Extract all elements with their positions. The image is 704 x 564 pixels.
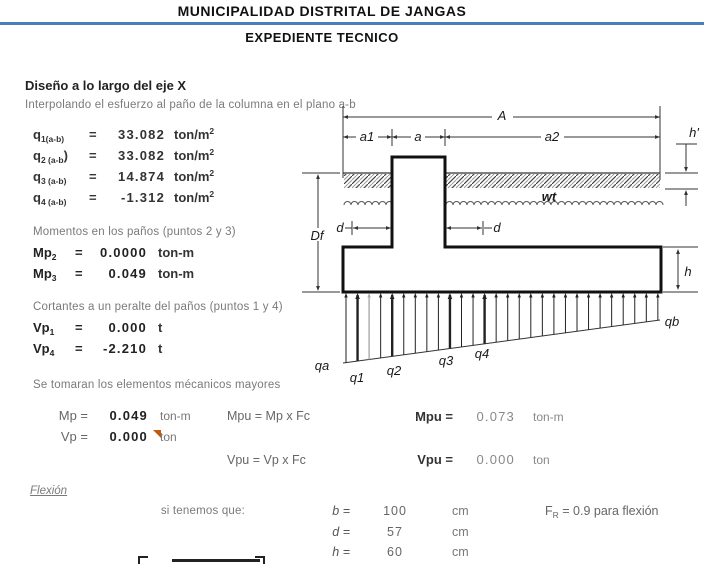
fr-note: $F_R = 0.9$ para flexión	[545, 504, 659, 520]
d-row	[318, 525, 469, 539]
q3-row	[33, 168, 214, 186]
vp1-row	[33, 320, 162, 337]
vp4-label: $Vp_4$	[33, 341, 55, 358]
vp1-unit: t	[158, 320, 163, 335]
document-title: MUNICIPALIDAD DISTRITAL DE JANGAS	[177, 3, 467, 19]
pressure-label-q2: q2	[386, 363, 402, 378]
q4-label: $q_{4 (a-b)}$	[33, 190, 67, 207]
q1-row	[33, 126, 214, 144]
d-value: 57	[387, 525, 403, 539]
q3-label: $q_{3 (a-b)}$	[33, 169, 67, 186]
mp-label: Mp =	[58, 408, 88, 423]
vp4-unit: t	[158, 341, 163, 356]
dim-label-a2: a2	[544, 129, 560, 144]
document-subtitle: EXPEDIENTE TECNICO	[245, 30, 399, 45]
mp-value: 0.049	[109, 408, 148, 423]
dim-label-h-prime: h'	[689, 125, 699, 140]
momentos-caption: Momentos en los paños (puntos 2 y 3)	[33, 226, 236, 238]
cortantes-caption: Cortantes a un peralte del paños (puntos 1 y 4)	[33, 301, 283, 313]
q1-label: $q_{1(a-b)}$	[33, 127, 65, 144]
dim-label-A: A	[497, 108, 507, 123]
mpu-formula: Mpu = Mp x Fc	[227, 409, 311, 423]
vp1-value: 0.000	[108, 320, 147, 335]
formula-fragment	[138, 556, 265, 564]
mp2-value: 0.0000	[100, 245, 147, 260]
h-row	[318, 545, 469, 559]
h-unit: cm	[452, 545, 469, 559]
b-label: b =	[332, 504, 350, 518]
equals-sign: =	[89, 148, 97, 163]
q3-unit: ton/$m^2$	[174, 168, 215, 184]
dim-label-d-left: d	[336, 220, 344, 235]
equals-sign: =	[75, 266, 83, 281]
q2-unit: ton/$m^2$	[174, 147, 215, 163]
vpu-label: Vpu =	[417, 452, 453, 467]
vp-unit: ton	[160, 430, 177, 444]
label-water-table: wt	[541, 189, 557, 204]
d-label: d =	[332, 525, 350, 539]
dim-label-d-right: d	[493, 220, 501, 235]
mp-unit: ton-m	[160, 409, 191, 423]
d-unit: cm	[452, 525, 469, 539]
q2-label: $q_{2 (a-b}$)	[33, 148, 68, 165]
mpu-unit: ton-m	[533, 410, 564, 424]
vp4-value: -2.210	[102, 341, 147, 356]
comment-flag-icon	[153, 430, 161, 438]
pressure-label-q4: q4	[474, 346, 490, 361]
dim-label-h: h	[684, 264, 692, 279]
section-subheading: Interpolando el esfuerzo al paño de la columna en el plano a-b	[25, 99, 356, 111]
h-value: 60	[387, 545, 403, 559]
mp3-value: 0.049	[108, 266, 147, 281]
mp2-unit: ton-m	[158, 245, 195, 260]
fraction-bar	[172, 559, 260, 562]
vp-value: 0.000	[109, 429, 148, 444]
equals-sign: =	[89, 169, 97, 184]
equals-sign: =	[75, 320, 83, 335]
q4-row	[33, 189, 214, 207]
dim-label-a1: a1	[359, 129, 375, 144]
b-value: 100	[383, 504, 407, 518]
vpu-unit: ton	[533, 453, 550, 467]
b-unit: cm	[452, 504, 469, 518]
dim-label-Df: Df	[310, 228, 324, 243]
mp-row	[30, 408, 191, 423]
mp2-label: $Mp_2$	[33, 245, 57, 262]
q2-row	[33, 147, 214, 165]
mayores-caption: Se tomaran los elementos mécanicos mayores	[33, 379, 281, 391]
vpu-formula: Vpu = Vp x Fc	[227, 453, 306, 467]
q2-value: 33.082	[118, 148, 165, 163]
dim-label-a: a	[414, 129, 422, 144]
vpu-value: 0.000	[476, 452, 515, 467]
mp2-row	[33, 245, 194, 262]
section-heading: Diseño a lo largo del eje X	[25, 78, 187, 93]
header-rule	[0, 22, 704, 25]
vp1-label: $Vp_1$	[33, 320, 55, 337]
mpu-value: 0.073	[476, 409, 515, 424]
h-label: h =	[332, 545, 350, 559]
mpu-row	[398, 409, 564, 424]
pressure-label-q1: q1	[349, 370, 365, 385]
mp3-unit: ton-m	[158, 266, 195, 281]
mpu-label: Mpu =	[415, 409, 453, 424]
q1-value: 33.082	[118, 127, 165, 142]
pressure-label-q3: q3	[438, 353, 454, 368]
q3-value: 14.874	[118, 169, 165, 184]
footing-diagram	[296, 100, 704, 390]
vp-label: Vp =	[60, 429, 88, 444]
left-bracket	[138, 556, 148, 564]
pressure-label-qa: qa	[314, 358, 330, 373]
equals-sign: =	[75, 341, 83, 356]
flexion-intro: si tenemos que:	[160, 505, 245, 517]
equals-sign: =	[89, 127, 97, 142]
mp3-label: $Mp_3$	[33, 266, 57, 283]
mp3-row	[33, 266, 194, 283]
flexion-heading: Flexión	[30, 485, 68, 497]
equals-sign: =	[89, 190, 97, 205]
vpu-row	[398, 452, 550, 467]
equals-sign: =	[75, 245, 83, 260]
pressure-label-qb: qb	[664, 314, 680, 329]
b-row	[318, 504, 469, 518]
vp4-row	[33, 341, 162, 358]
q4-unit: ton/$m^2$	[174, 189, 215, 205]
q1-unit: ton/$m^2$	[174, 126, 215, 142]
q4-value: -1.312	[120, 190, 165, 205]
